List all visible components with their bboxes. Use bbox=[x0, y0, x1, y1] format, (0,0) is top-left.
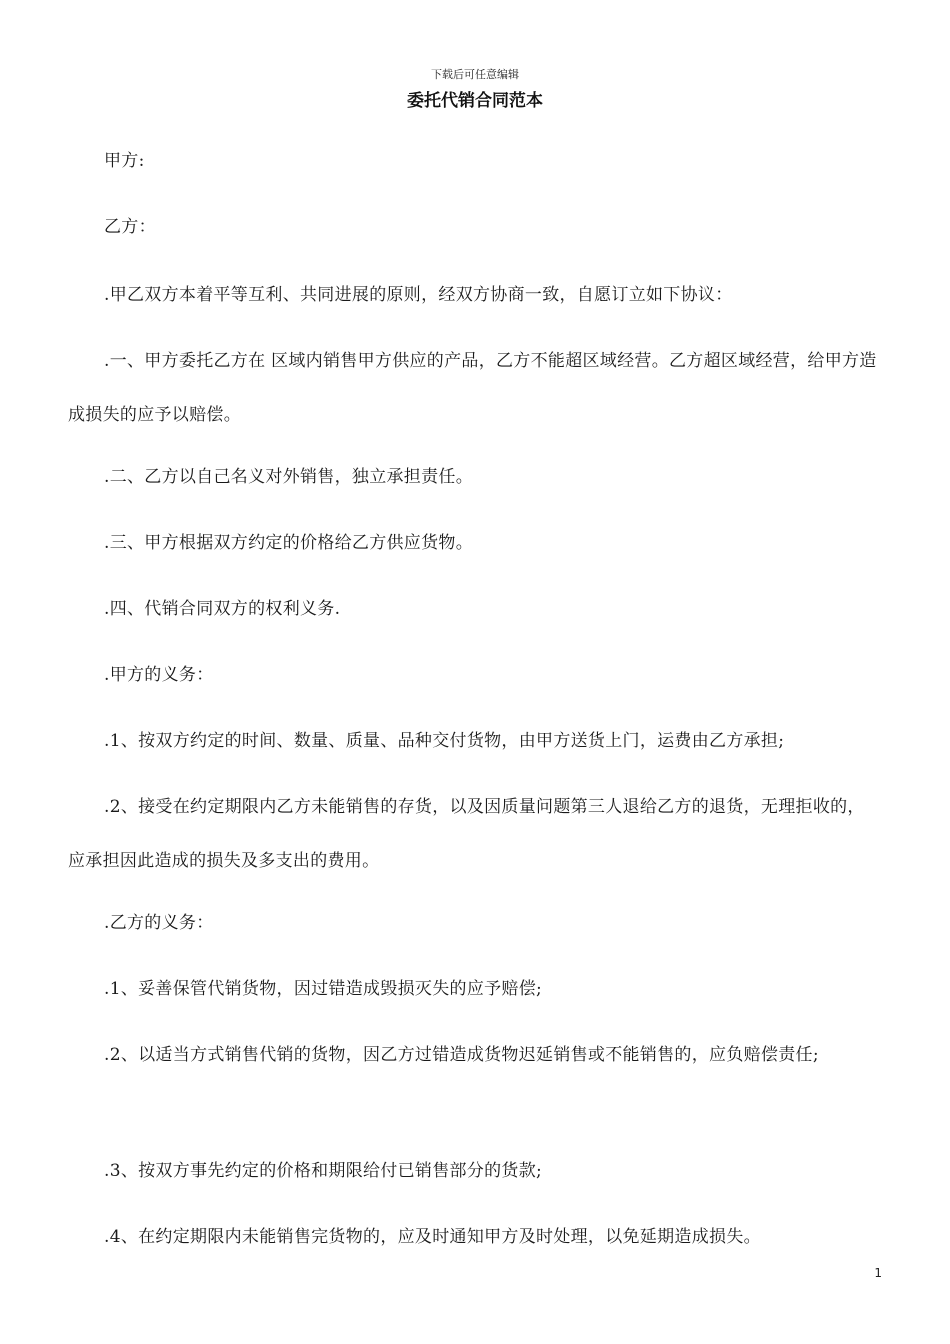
paragraph-party-b-duty-4: .4、在约定期限内未能销售完货物的，应及时通知甲方及时处理，以免延期造成损失。 bbox=[104, 1227, 761, 1247]
paragraph-party-b-duty-2: .2、以适当方式销售代销的货物，因乙方过错造成货物迟延销售或不能销售的，应负赔偿责任; bbox=[104, 1045, 819, 1065]
paragraph-party-a-duties: .甲方的义务： bbox=[104, 665, 214, 685]
paragraph-party-b-duties: .乙方的义务： bbox=[104, 913, 214, 933]
paragraph-clause-1: .一、甲方委托乙方在 区域内销售甲方供应的产品，乙方不能超区域经营。乙方超区域经营，给甲方造成损失的应予以赔偿。 bbox=[68, 351, 877, 425]
document-title: 委托代销合同范本 bbox=[407, 91, 543, 111]
page-number: 1 bbox=[874, 1266, 882, 1280]
paragraph-party-a-duty-1: .1、按双方约定的时间、数量、质量、品种交付货物，由甲方送货上门，运费由乙方承担; bbox=[104, 731, 785, 751]
paragraph-party-a-duty-2: .2、接受在约定期限内乙方未能销售的存货，以及因质量问题第三人退给乙方的退货，无理拒收的，应承担因此造成的损失及多支出的费用。 bbox=[68, 797, 865, 871]
paragraph-party-b-duty-3: .3、按双方事先约定的价格和期限给付已销售部分的货款; bbox=[104, 1161, 543, 1181]
paragraph-clause-4: .四、代销合同双方的权利义务. bbox=[104, 599, 341, 619]
paragraph-party-b: 乙方： bbox=[104, 217, 156, 237]
paragraph-preamble: .甲乙双方本着平等互利、共同进展的原则，经双方协商一致，自愿订立如下协议： bbox=[104, 285, 733, 305]
header-note: 下载后可任意编辑 bbox=[431, 68, 519, 81]
paragraph-party-b-duty-1: .1、妥善保管代销货物，因过错造成毁损灭失的应予赔偿; bbox=[104, 979, 543, 999]
paragraph-clause-2: .二、乙方以自己名义对外销售，独立承担责任。 bbox=[104, 467, 474, 487]
paragraph-party-a: 甲方: bbox=[104, 151, 145, 171]
paragraph-clause-3: .三、甲方根据双方约定的价格给乙方供应货物。 bbox=[104, 533, 474, 553]
